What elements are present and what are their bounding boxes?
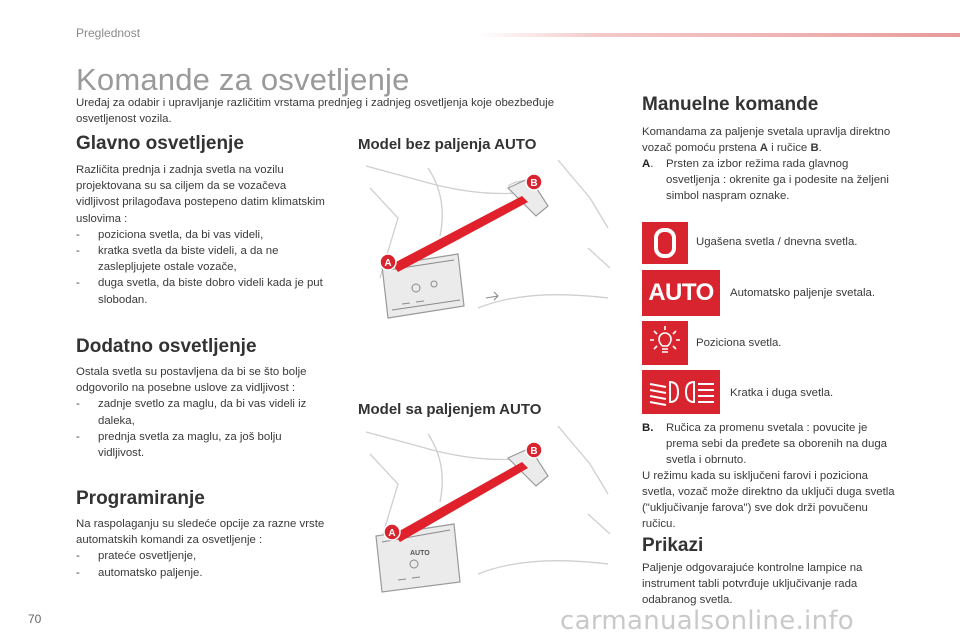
header-accent-bar: [478, 33, 960, 37]
model2-heading: Model sa paljenjem AUTO: [358, 401, 542, 418]
manuelne-intro: Komandama za paljenje svetala upravlja direktno vozač pomoću prstena A i ručice B.: [642, 126, 891, 155]
list-item: - zadnje svetlo za maglu, da bi vas videli iz daleka,: [76, 398, 307, 427]
list-item: - prateće osvetljenje,: [76, 550, 197, 563]
prikazi-heading: Prikazi: [642, 535, 704, 556]
off-label: Ugašena svetla / dnevna svetla.: [696, 236, 858, 248]
list-item: - automatsko paljenje.: [76, 566, 203, 579]
dodatno-heading: Dodatno osvetljenje: [76, 336, 257, 357]
b-note: U režimu kada su isključeni farovi i poziciona svetla, vozač može direktno da uključi duga svetla ("uključivanje farova") sve dok drži povučenu ručicu.: [642, 470, 895, 530]
model1-heading: Model bez paljenja AUTO: [358, 136, 537, 153]
dodatno-body: [76, 364, 330, 461]
badge-b-label: B: [530, 446, 538, 457]
list-item: - kratka svetla da biste videli, a da ne zaslepljujete ostale vozače,: [76, 245, 279, 274]
stalk-figure-with-auto: [358, 424, 614, 594]
item-b: B. Ručica za promenu svetala : povucite je prema sebi da pređete sa oborenih na duga svetla i obrnuto. U režimu kada su isključeni farovi i poziciona svetla, vozač može direktno da uključi duga svetla ("uključivanje farova") sve dok drži povučenu ručicu.: [642, 422, 895, 530]
glavno-heading: Glavno osvetljenje: [76, 133, 244, 154]
badge-b-label: B: [530, 178, 538, 189]
manuelne-heading: Manuelne komande: [642, 94, 819, 115]
low-high-beam-icon: [642, 370, 720, 414]
section-label: Preglednost: [76, 26, 141, 40]
badge-a-label: A: [388, 528, 396, 539]
figure-auto-text: AUTO: [410, 550, 430, 557]
position-lights-icon: [642, 321, 688, 365]
programiranje-heading: Programiranje: [76, 488, 205, 509]
glavno-body: [76, 162, 330, 308]
arrow-a-to-b: [394, 462, 528, 542]
intro-text: Uređaj za odabir i upravljanje različitim vrstama prednjeg i zadnjeg osvetljenja koje obezbeđuje osvetljenost vozila.: [76, 97, 555, 125]
low-high-beam-label: Kratka i duga svetla.: [730, 387, 834, 399]
badge-a-label: A: [384, 258, 392, 269]
position-lights-label: Poziciona svetla.: [696, 337, 782, 349]
off-icon: [642, 222, 688, 264]
programiranje-text: Na raspolaganju su sledeće opcije za razne vrste automatskih komandi za osvetljenje :: [76, 518, 325, 547]
list-item: - poziciona svetla, da bi vas videli,: [76, 228, 264, 241]
stalk-figure-without-auto: [358, 158, 614, 326]
page-number: 70: [28, 612, 42, 626]
watermark: carmanualsonline.info: [560, 606, 855, 636]
prikazi-text: Paljenje odgovarajuće kontrolne lampice na instrument tabli potvrđuje uključivanje rada odabranog svetla.: [642, 562, 863, 606]
item-a: A. Prsten za izbor režima rada glavnog osvetljenja : okrenite ga i podesite na željeni simbol naspram oznake.: [642, 158, 889, 202]
page-title: Komande za osvetljenje: [76, 62, 410, 97]
glavno-text: Različita prednja i zadnja svetla na vozilu projektovana su sa ciljem da se vozačeva vidljivost prilagođava postepeno datim klimatskim uslovima :: [76, 164, 325, 225]
list-item: - duga svetla, da biste dobro videli kada je put slobodan.: [76, 277, 323, 306]
dodatno-text: Ostala svetla su postavljena da bi se što bolje odgovorilo na posebne uslove za vidljivost :: [76, 366, 307, 395]
programiranje-body: [76, 516, 330, 581]
list-item: - prednja svetla za maglu, za još bolju vidljivost.: [76, 430, 282, 460]
auto-label: Automatsko paljenje svetala.: [730, 287, 875, 299]
auto-icon: AUTO: [642, 270, 720, 316]
arrow-a-to-b: [392, 196, 528, 272]
